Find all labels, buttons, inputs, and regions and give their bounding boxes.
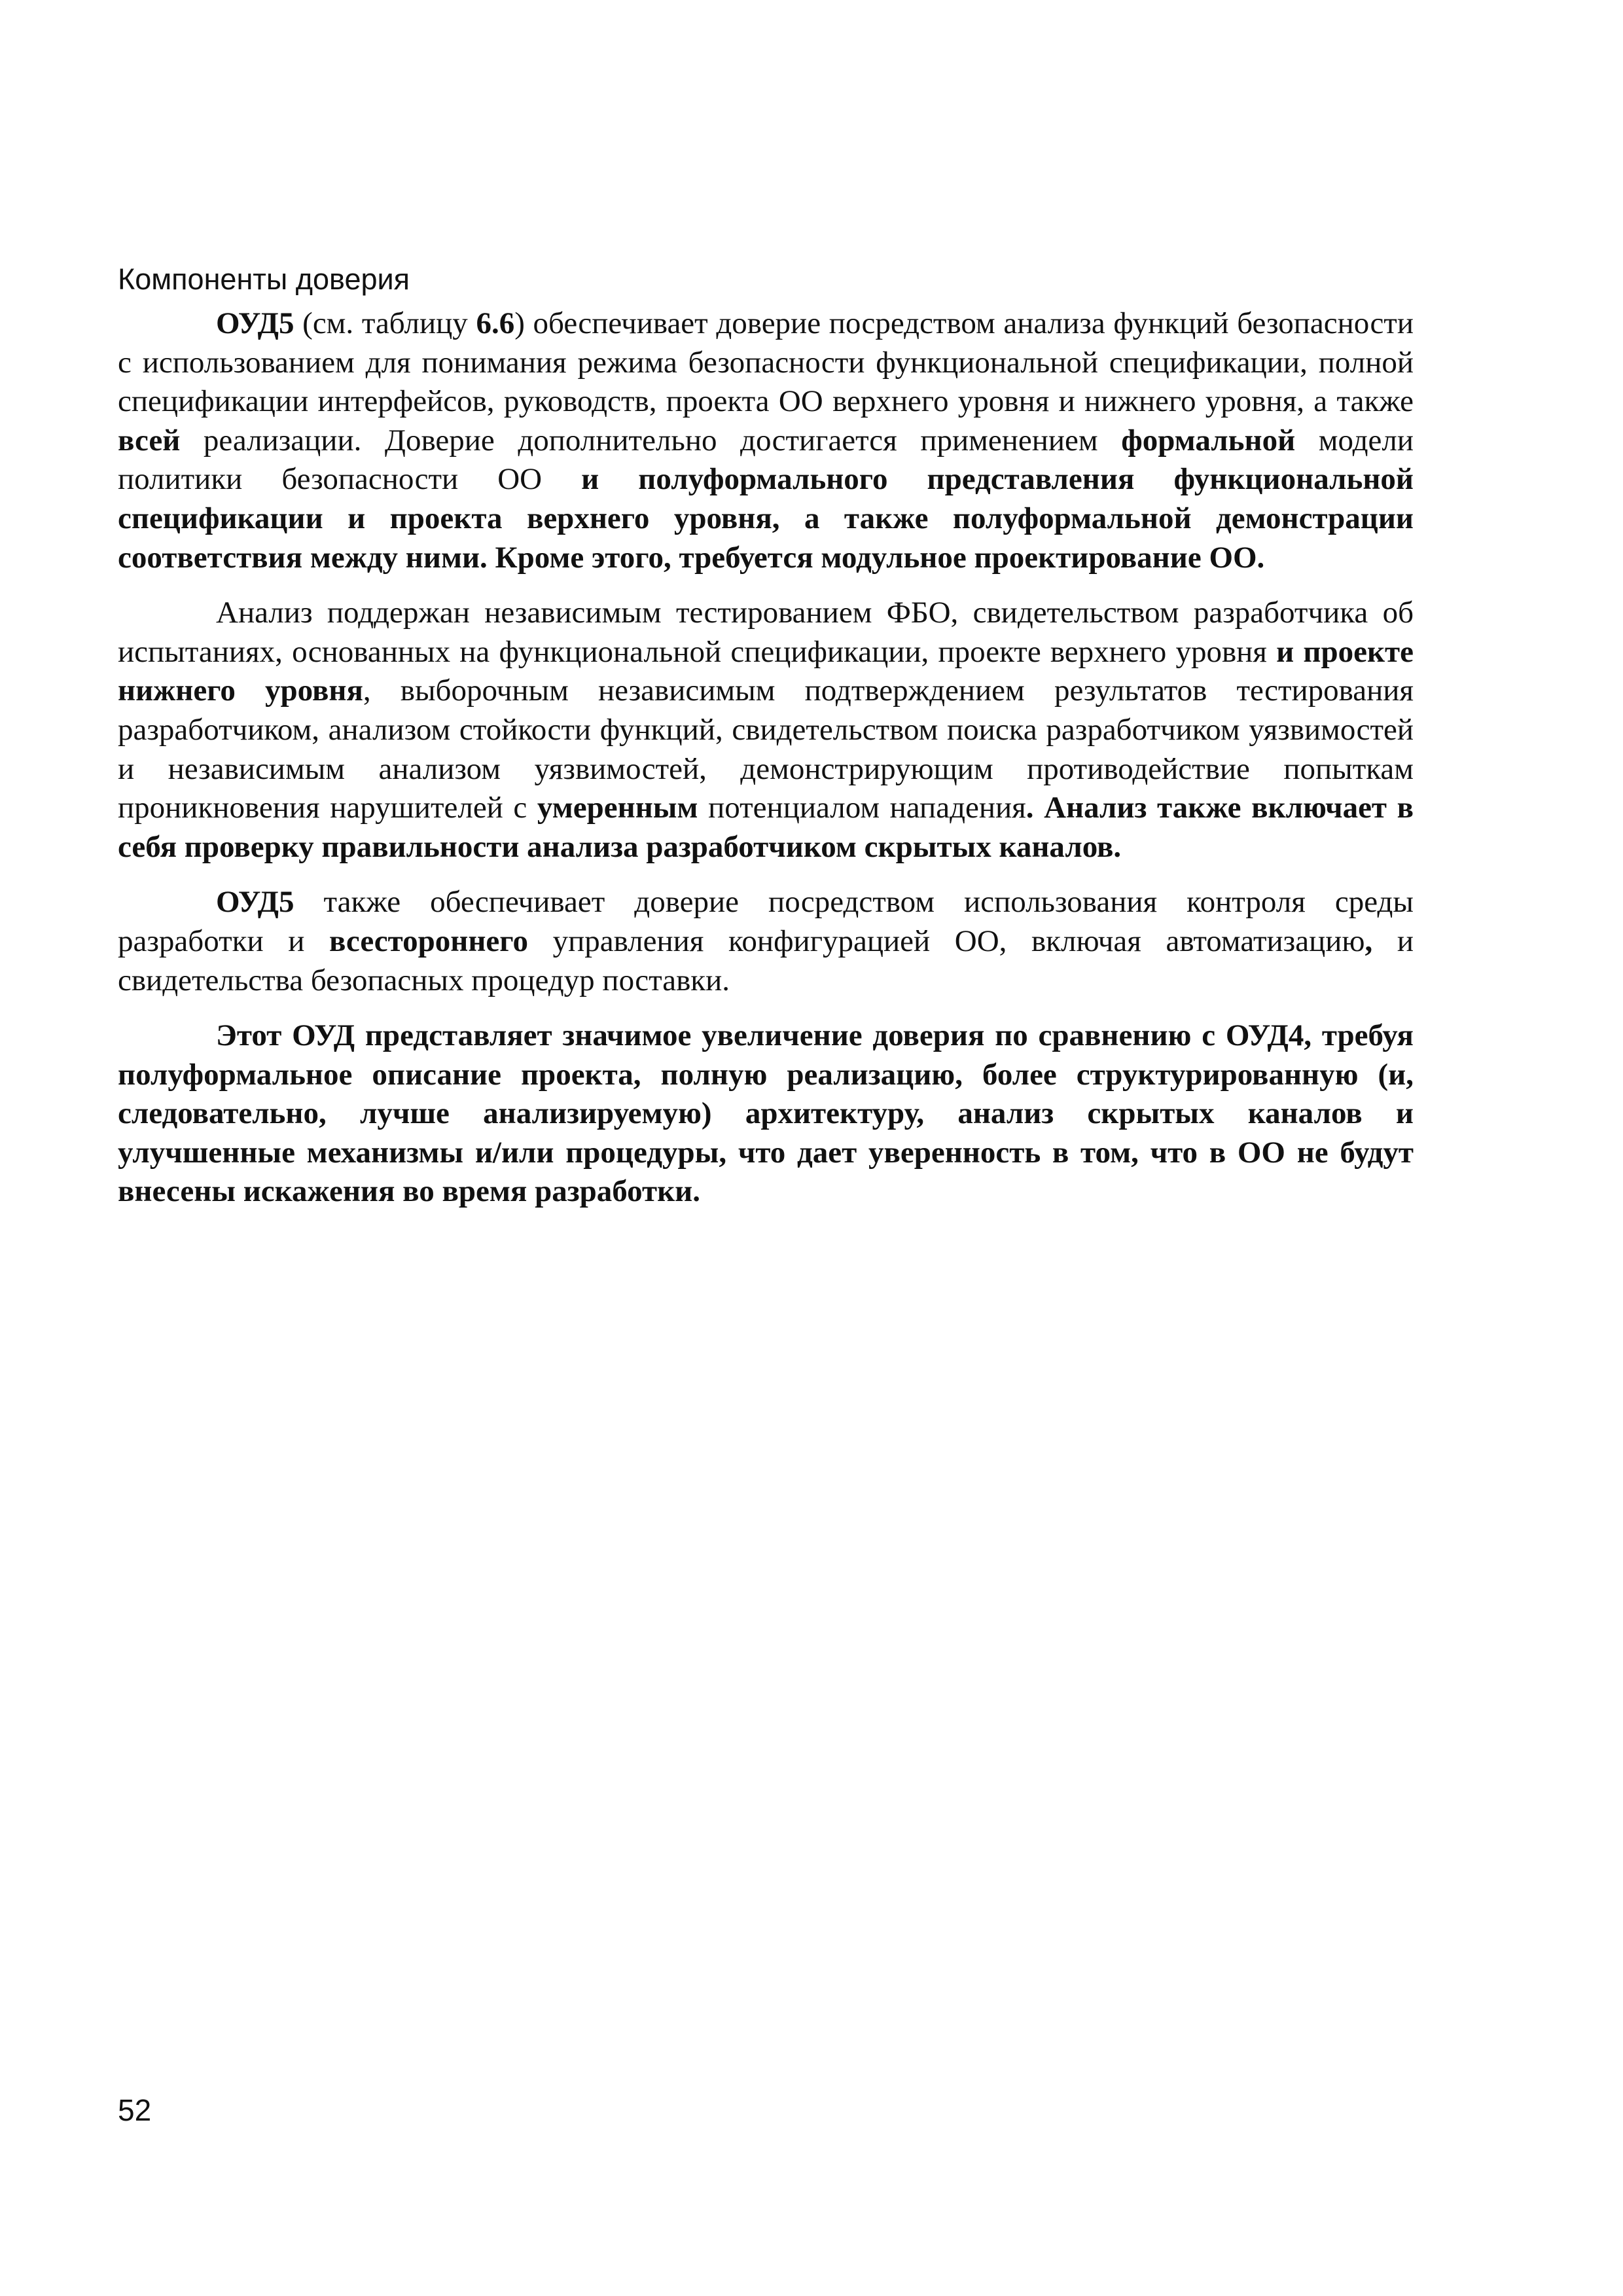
- text-segment: всей: [118, 423, 181, 457]
- text-segment: управления конфигурацией ОО, включая автоматизацию: [527, 924, 1365, 958]
- text-segment: модели политики безопасности ОО: [118, 423, 1414, 497]
- text-segment: формальной: [1121, 423, 1296, 457]
- text-segment: также обеспечивает доверие посредством использования контроля среды разработки и: [118, 885, 1414, 958]
- text-segment: реализации. Доверие дополнительно достигается применением: [180, 423, 1122, 457]
- paragraph-1: [118, 304, 1414, 577]
- text-segment: умеренным: [537, 791, 698, 825]
- text-segment: ОУД5: [216, 306, 294, 340]
- text-segment: ) обеспечивает доверие посредством анализа функций безопасности с использованием для понимания режима безопасности функциональной спецификации, полной спецификации интерфейсов, руководств, проекта ОО верхнего уровня и нижнего уровня, а также: [118, 306, 1414, 419]
- paragraph-3: [118, 883, 1414, 1000]
- text-segment: , выборочным независимым подтверждением результатов тестирования разработчиком, анализом стойкости функций, свидетельством поиска разработчиком уязвимостей и независимым анализом уязвимостей, демонстрирующим противодействие попыткам проникновения нарушителей с: [118, 673, 1414, 825]
- text-segment: . Анализ также включает в себя проверку правильности анализа разработчиком скрытых каналов.: [118, 791, 1414, 864]
- body-text: [118, 304, 1414, 1228]
- text-segment: 6.6: [476, 306, 515, 340]
- text-segment: ,: [1364, 924, 1373, 958]
- text-segment: и полуформального представления функциональной спецификации и проекта верхнего уровня, а также полуформальной демонстрации соответствия между ними. Кроме этого, требуется модульное проектирование ОО.: [118, 462, 1414, 575]
- text-segment: и проекте нижнего уровня: [118, 634, 1414, 708]
- text-segment: Анализ поддержан независимым тестированием ФБО, свидетельством разработчика об испытаниях, основанных на функциональной спецификации, проекте верхнего уровня: [118, 596, 1414, 669]
- section-heading: Компоненты доверия: [118, 262, 410, 296]
- paragraph-2: [118, 594, 1414, 867]
- text-segment: (см. таблицу: [294, 306, 476, 340]
- text-segment: и свидетельства безопасных процедур поставки.: [118, 924, 1414, 997]
- text-segment: ОУД5: [216, 885, 294, 920]
- text-segment: всестороннего: [329, 924, 528, 958]
- paragraph-4: [118, 1016, 1414, 1211]
- text-segment: потенциалом нападения: [698, 791, 1026, 825]
- text-segment: Этот ОУД представляет значимое увеличение доверия по сравнению с ОУД4, требуя полуформальное описание проекта, полную реализацию, более структурированную (и, следовательно, лучше анализируемую) архитектуру, анализ скрытых каналов и улучшенные механизмы и/или процедуры, что дает уверенность в том, что в ОО не будут внесены искажения во время разработки.: [118, 1018, 1414, 1209]
- page-number: 52: [118, 2093, 152, 2127]
